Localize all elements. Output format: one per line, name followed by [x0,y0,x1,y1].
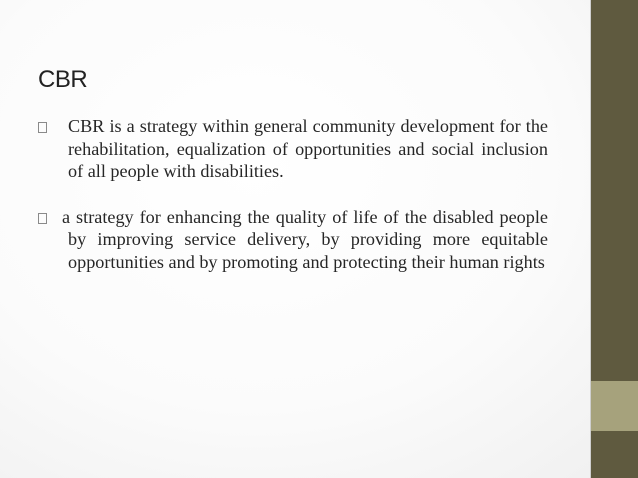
bullet-square-icon [38,213,47,224]
bullet-list [38,115,548,273]
bullet-item-definition [38,115,548,183]
decorative-sidebar-accent [591,381,638,431]
bullet-text: a strategy for enhancing the quality of life of the disabled people by improving service delivery, by providing more equitable opportunities and by promoting and protecting their human rights [62,206,548,272]
bullet-item-strategy [38,206,548,274]
bullet-text: CBR is a strategy within general community development for the rehabilitation, equalization of opportunities and social inclusion of all people with disabilities. [68,116,548,181]
bullet-square-icon [38,122,47,133]
slide-title: CBR [38,66,88,93]
